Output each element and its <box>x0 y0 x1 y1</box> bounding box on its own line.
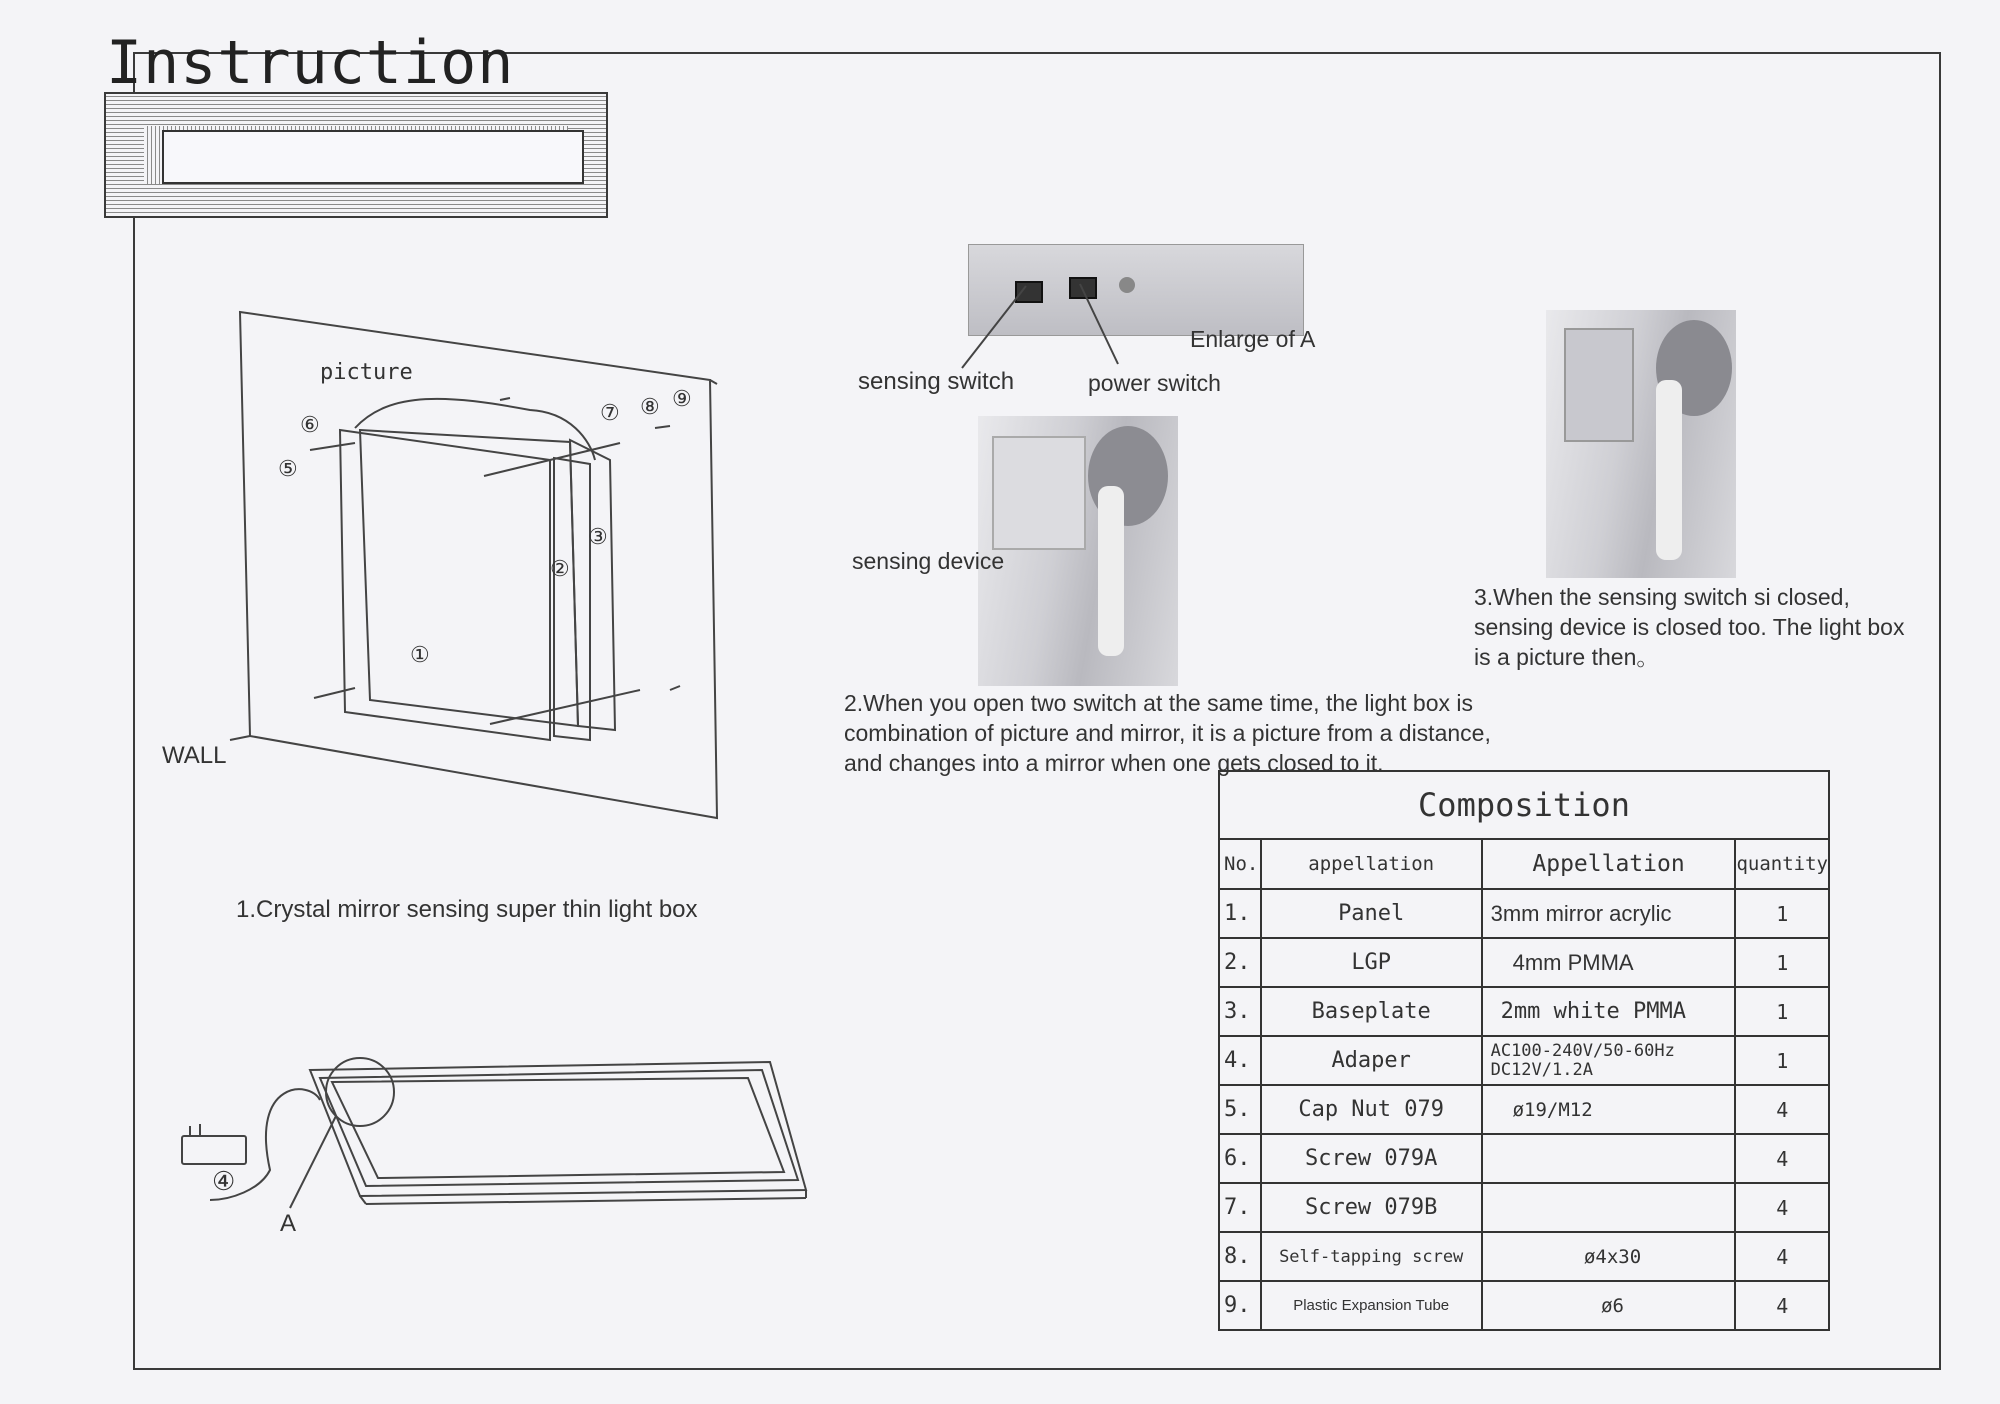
marker-3: ③ <box>588 524 608 549</box>
row-name: Adaper <box>1261 1036 1482 1085</box>
row-spec <box>1482 1134 1736 1183</box>
row-no: 3. <box>1219 987 1261 1036</box>
header-no: No. <box>1219 839 1261 889</box>
row-name: Cap Nut 079 <box>1261 1085 1482 1134</box>
page-title: Instruction <box>106 28 515 98</box>
lightbox-top <box>320 1070 798 1186</box>
row-no: 7. <box>1219 1183 1261 1232</box>
row-no: 2. <box>1219 938 1261 987</box>
sensing-switch-label: sensing switch <box>858 368 1015 395</box>
person-figure <box>1098 486 1124 656</box>
step2-text: 2.When you open two switch at the same time, the light box is combination of picture and mirror, it is a picture from a distance, and changes into a mirror when one gets closed to it. <box>844 690 1491 776</box>
composition-title: Composition <box>1219 771 1829 839</box>
row-no: 6. <box>1219 1134 1261 1183</box>
wall-label: WALL <box>162 742 227 769</box>
row-spec: 3mm mirror acrylic <box>1482 889 1736 938</box>
step3-text: 3.When the sensing switch si closed, sensing device is closed too. The light box is a picture then。 <box>1474 584 1905 670</box>
table-row <box>1219 987 1829 1036</box>
title-banner <box>104 92 608 218</box>
wall-panel <box>240 312 717 818</box>
row-qty: 1 <box>1735 938 1829 987</box>
row-no: 5. <box>1219 1085 1261 1134</box>
row-qty: 1 <box>1735 889 1829 938</box>
row-name: Baseplate <box>1261 987 1482 1036</box>
panel-2 <box>360 430 578 726</box>
row-qty: 4 <box>1735 1281 1829 1330</box>
row-qty: 4 <box>1735 1134 1829 1183</box>
row-no: 9. <box>1219 1281 1261 1330</box>
table-row <box>1219 1281 1829 1330</box>
item1-caption: 1.Crystal mirror sensing super thin light box <box>236 896 698 923</box>
row-qty: 4 <box>1735 1183 1829 1232</box>
row-name: LGP <box>1261 938 1482 987</box>
power-adapter <box>182 1136 246 1164</box>
row-spec <box>1482 1183 1736 1232</box>
table-row <box>1219 1232 1829 1281</box>
lightbox-power-diagram <box>170 1020 820 1240</box>
row-qty: 4 <box>1735 1232 1829 1281</box>
mirror-mode-photo <box>978 416 1178 686</box>
composition-table <box>1218 770 1830 1331</box>
header-appellation: appellation <box>1261 839 1482 889</box>
row-spec: 2mm white PMMA <box>1482 987 1736 1036</box>
header-quantity: quantity <box>1735 839 1829 889</box>
table-row <box>1219 1085 1829 1134</box>
row-qty: 1 <box>1735 987 1829 1036</box>
label-a: A <box>280 1210 297 1237</box>
marker-4: ④ <box>212 1166 236 1196</box>
header-appellation-spec: Appellation <box>1482 839 1736 889</box>
row-no: 1. <box>1219 889 1261 938</box>
row-qty: 1 <box>1735 1036 1829 1085</box>
wall-mount-diagram <box>150 300 750 840</box>
panel-1 <box>340 430 550 740</box>
marker-9: ⑨ <box>672 386 692 411</box>
picture-frame <box>1564 328 1634 442</box>
table-row <box>1219 1036 1829 1085</box>
marker-5: ⑤ <box>278 456 298 481</box>
marker-6: ⑥ <box>300 412 320 437</box>
row-name: Screw 079B <box>1261 1183 1482 1232</box>
table-row <box>1219 938 1829 987</box>
row-name: Screw 079A <box>1261 1134 1482 1183</box>
panel-3 <box>570 440 615 730</box>
table-row <box>1219 1134 1829 1183</box>
power-switch-label: power switch <box>1088 370 1221 396</box>
sensing-device-label: sensing device <box>852 548 1005 574</box>
row-spec: AC100-240V/50-60Hz DC12V/1.2A <box>1482 1036 1736 1085</box>
picture-label: picture <box>320 360 413 385</box>
marker-2: ② <box>550 556 570 581</box>
switch-leader-lines <box>960 280 1140 370</box>
marker-7: ⑦ <box>600 400 620 425</box>
row-spec: ø6 <box>1482 1281 1736 1330</box>
row-spec: ø19/M12 <box>1482 1085 1736 1134</box>
person-figure-2 <box>1656 380 1682 560</box>
mirror-frame <box>992 436 1086 550</box>
row-name: Self-tapping screw <box>1261 1232 1482 1281</box>
row-spec: ø4x30 <box>1482 1232 1736 1281</box>
table-row <box>1219 889 1829 938</box>
enlarge-caption: Enlarge of A <box>1190 326 1316 352</box>
marker-8: ⑧ <box>640 394 660 419</box>
row-qty: 4 <box>1735 1085 1829 1134</box>
row-name: Plastic Expansion Tube <box>1261 1281 1482 1330</box>
row-no: 4. <box>1219 1036 1261 1085</box>
table-header-row <box>1219 839 1829 889</box>
marker-1: ① <box>410 642 430 667</box>
table-row <box>1219 1183 1829 1232</box>
row-spec: 4mm PMMA <box>1482 938 1736 987</box>
row-no: 8. <box>1219 1232 1261 1281</box>
picture-mode-photo <box>1546 310 1736 578</box>
row-name: Panel <box>1261 889 1482 938</box>
picture-sheet <box>355 399 595 460</box>
